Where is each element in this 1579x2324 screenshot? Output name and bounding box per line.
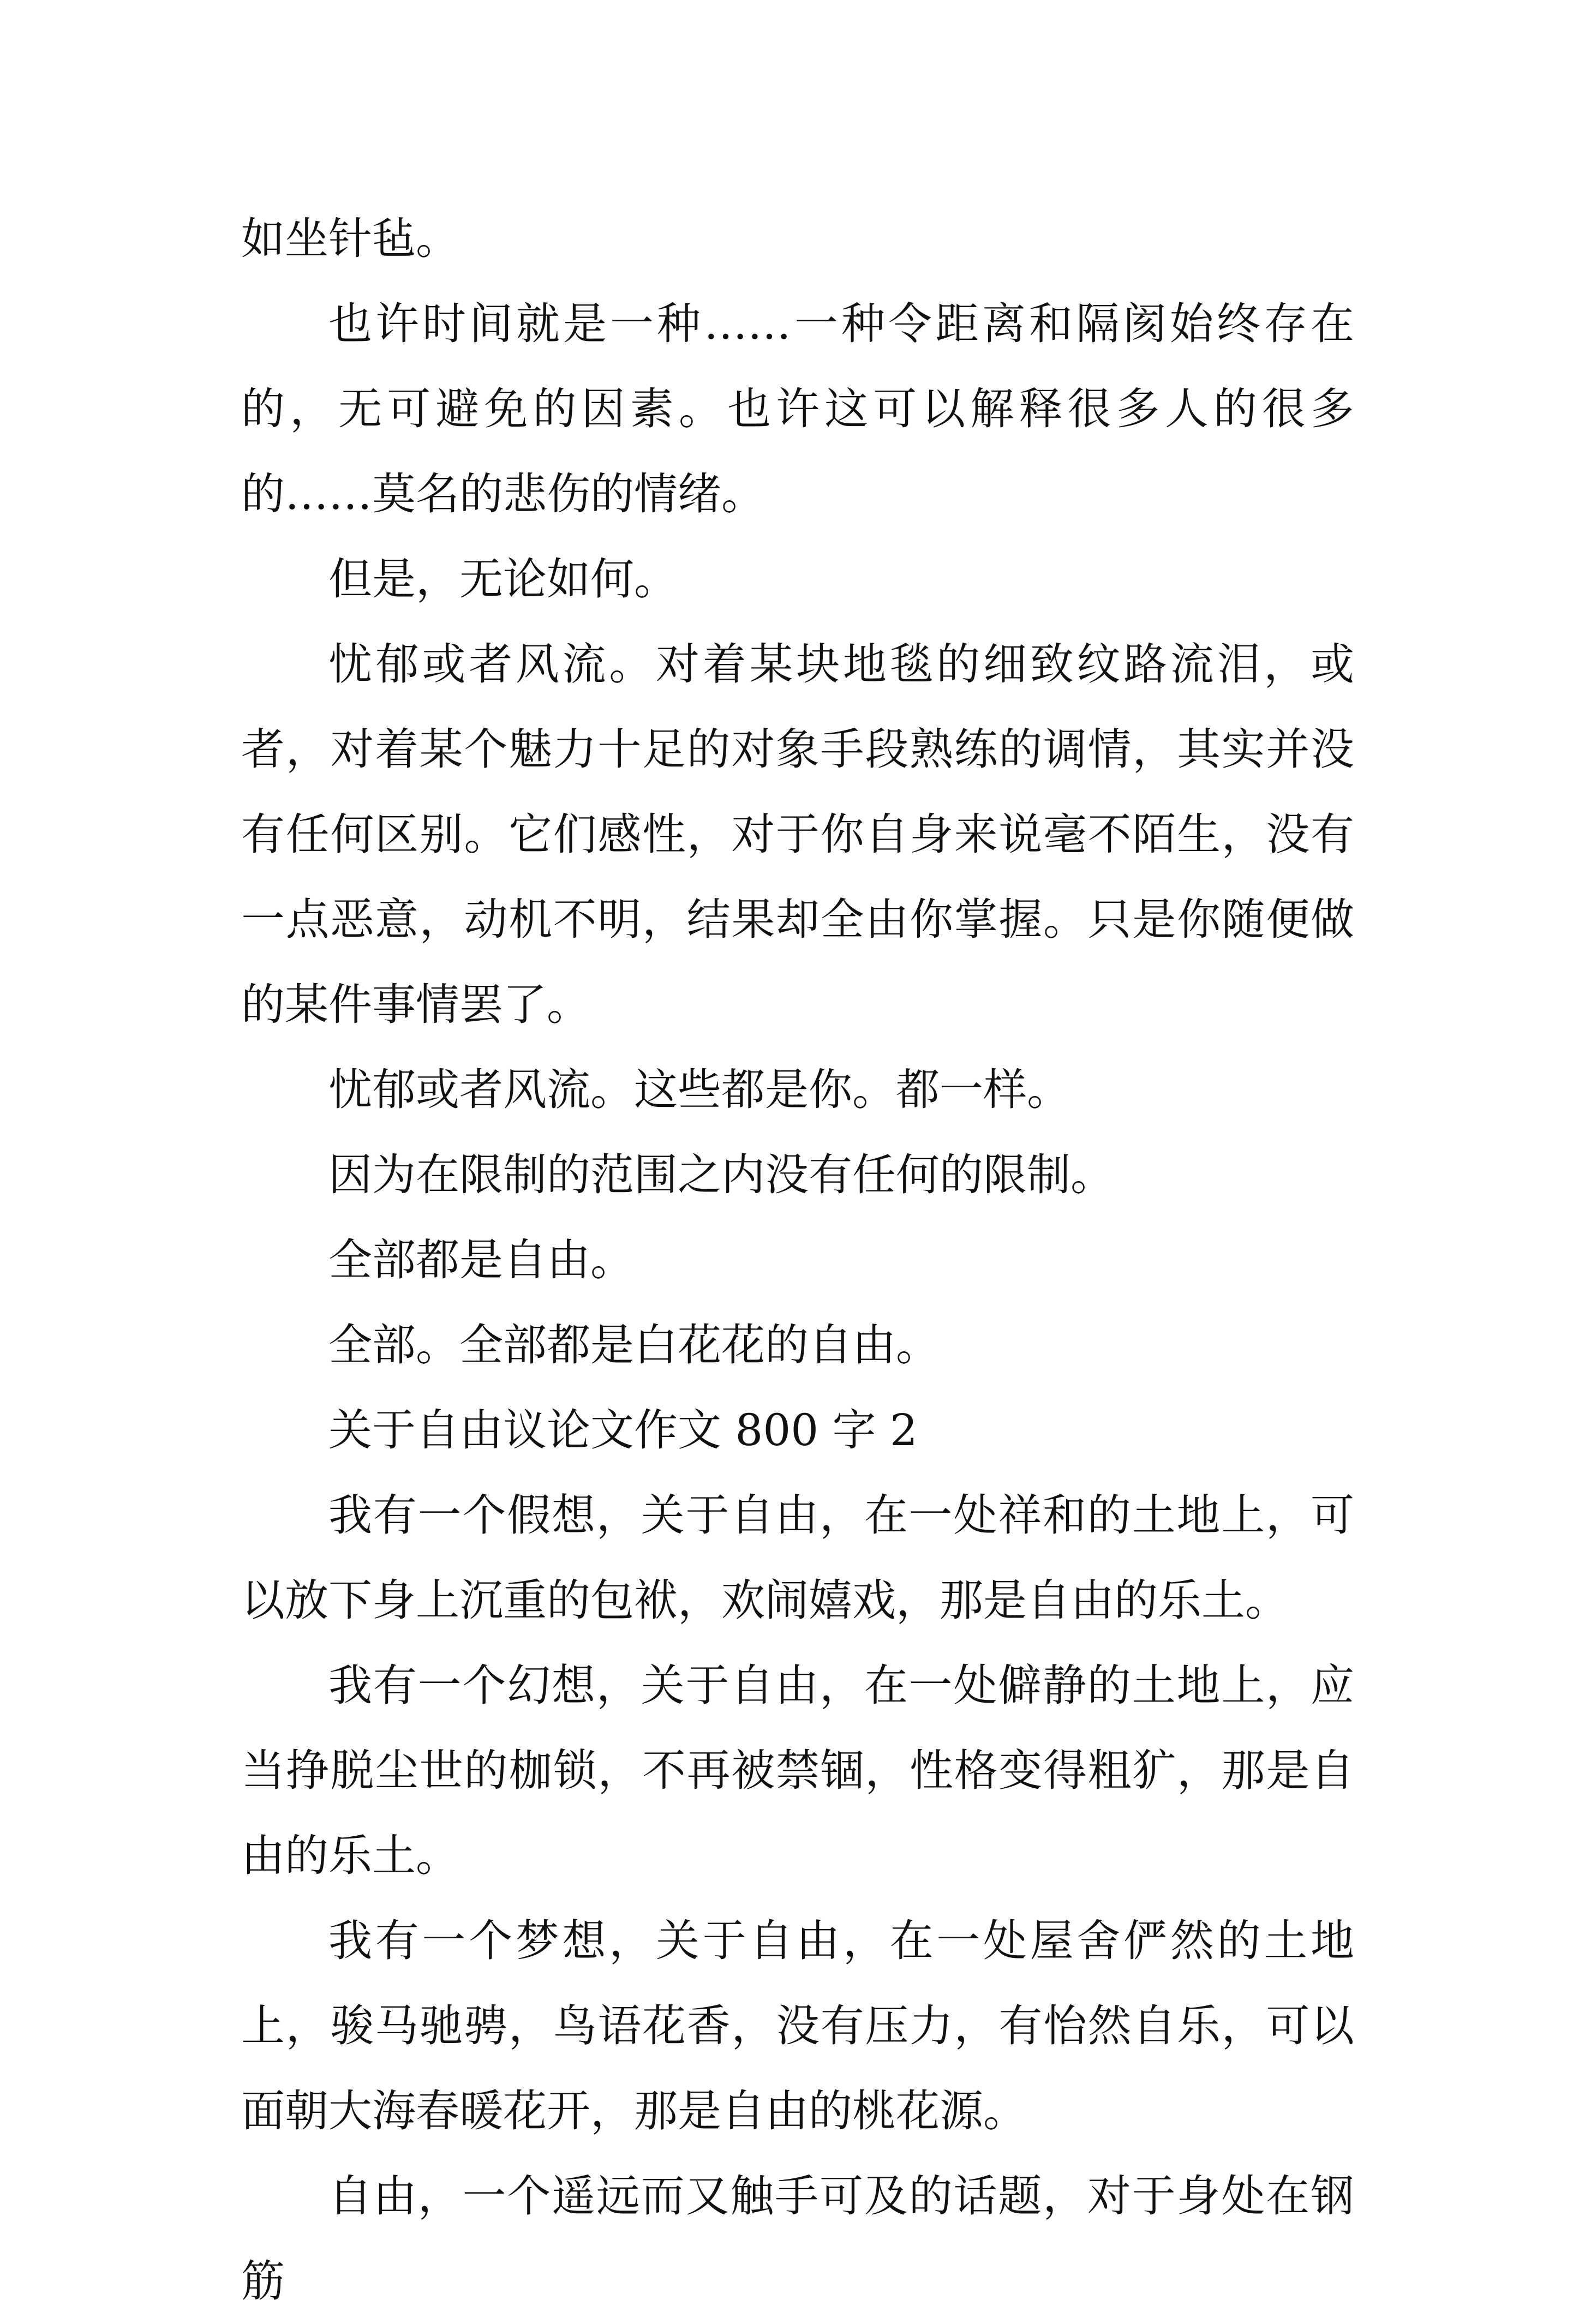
paragraph-11: 我有一个幻想，关于自由，在一处僻静的土地上，应当挣脱尘世的枷锁，不再被禁锢，性格变得粗犷，那是自由的乐土。 [241, 1660, 1354, 1881]
paragraph-3: 但是，无论如何。 [328, 554, 678, 604]
document-body [241, 196, 1354, 2324]
paragraph-7: 全部都是自由。 [328, 1235, 634, 1285]
paragraph-8: 全部。全部都是白花花的自由。 [328, 1320, 940, 1370]
paragraph-13: 自由，一个遥远而又触手可及的话题，对于身处在钢筋 [241, 2171, 1354, 2307]
paragraph-6: 因为在限制的范围之内没有任何的限制。 [328, 1149, 1114, 1200]
paragraph-5: 忧郁或者风流。这些都是你。都一样。 [328, 1064, 1070, 1115]
paragraph-10: 我有一个假想，关于自由，在一处祥和的土地上，可以放下身上沉重的包袱，欢闹嬉戏，那是自由的乐土。 [241, 1490, 1354, 1626]
paragraph-12: 我有一个梦想，关于自由，在一处屋舍俨然的土地上，骏马驰骋，鸟语花香，没有压力，有怡然自乐，可以面朝大海春暖花开，那是自由的桃花源。 [241, 1915, 1354, 2136]
paragraph-2: 也许时间就是一种……一种令距离和隔阂始终存在的，无可避免的因素。也许这可以解释很多人的很多的……莫名的悲伤的情绪。 [241, 298, 1354, 519]
section-heading: 关于自由议论文作文 800 字 2 [328, 1405, 918, 1456]
paragraph-4: 忧郁或者风流。对着某块地毯的细致纹路流泪，或者，对着某个魅力十足的对象手段熟练的调情，其实并没有任何区别。它们感性，对于你自身来说毫不陌生，没有一点恶意，动机不明，结果却全由你掌握。只是你随便做的某件事情罢了。 [241, 639, 1354, 1030]
paragraph-1: 如坐针毡。 [241, 213, 459, 264]
